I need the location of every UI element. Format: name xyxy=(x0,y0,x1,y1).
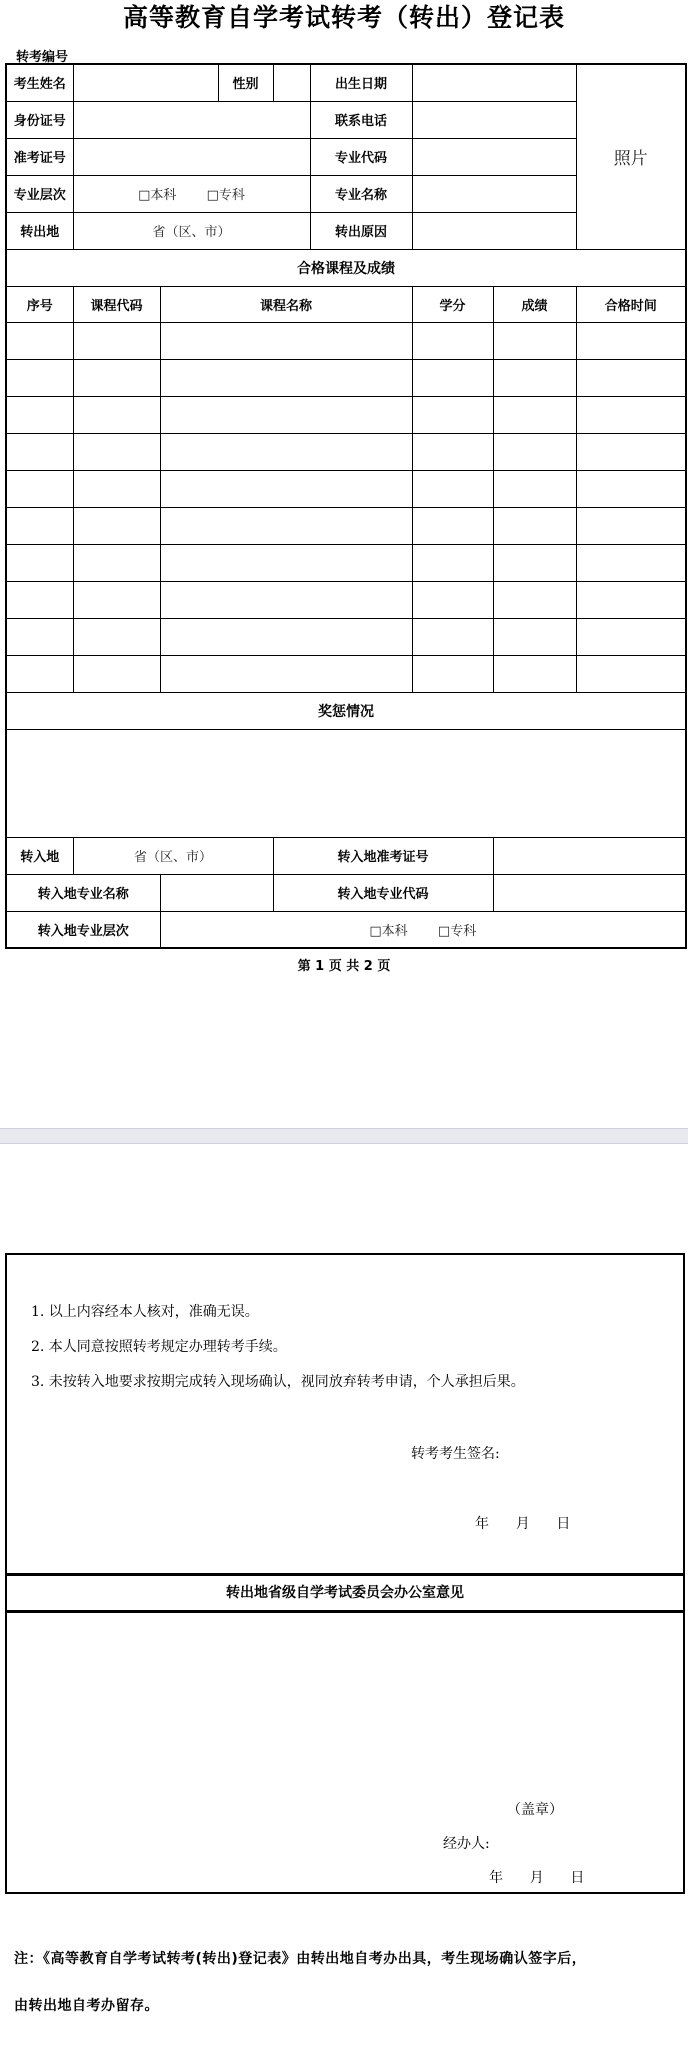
cell[interactable] xyxy=(493,433,576,470)
cell[interactable] xyxy=(493,655,576,692)
label-name: 考生姓名 xyxy=(6,64,73,101)
field-gender[interactable] xyxy=(273,64,310,101)
declaration-item: 2. 本人同意按照转考规定办理转考手续。 xyxy=(31,1339,287,1355)
cell[interactable] xyxy=(576,433,686,470)
col-header: 课程代码 xyxy=(73,286,160,322)
cell[interactable] xyxy=(160,618,412,655)
seal-label: （盖章） xyxy=(507,1802,563,1818)
cell[interactable] xyxy=(6,396,73,433)
cell[interactable] xyxy=(6,544,73,581)
cell[interactable] xyxy=(412,618,493,655)
cell[interactable] xyxy=(576,322,686,359)
field-to-level[interactable] xyxy=(160,911,686,948)
cell[interactable] xyxy=(73,359,160,396)
field-to-exam-no[interactable] xyxy=(493,837,686,874)
declaration-box xyxy=(5,1253,685,1575)
cell[interactable] xyxy=(576,544,686,581)
checkbox-undergrad[interactable]: □本科 xyxy=(138,188,177,203)
checkbox-to-undergrad[interactable]: □本科 xyxy=(369,923,408,939)
cell[interactable] xyxy=(6,655,73,692)
field-name[interactable] xyxy=(73,64,218,101)
cell[interactable] xyxy=(412,396,493,433)
cell[interactable] xyxy=(160,322,412,359)
checkbox-junior[interactable]: □专科 xyxy=(206,188,245,203)
field-major-code[interactable] xyxy=(412,138,576,175)
page-footer: 第 1 页 共 2 页 xyxy=(297,959,391,974)
note-line-2: 由转出地自考办留存。 xyxy=(14,1998,159,2014)
declaration-item: 1. 以上内容经本人核对，准确无误。 xyxy=(31,1304,259,1320)
cell[interactable] xyxy=(493,470,576,507)
photo-box: 照片 xyxy=(576,64,686,249)
declaration-item: 3. 未按转入地要求按期完成转入现场确认，视同放弃转考申请，个人承担后果。 xyxy=(31,1374,525,1390)
cell[interactable] xyxy=(576,581,686,618)
field-level[interactable] xyxy=(73,175,310,212)
transfer-number-label: 转考编号 xyxy=(16,50,69,65)
office-opinion-box[interactable] xyxy=(5,1611,685,1894)
cell[interactable] xyxy=(576,618,686,655)
label-from: 转出地 xyxy=(6,212,73,249)
signature-date: 年 月 日 xyxy=(475,1516,571,1532)
cell[interactable] xyxy=(412,470,493,507)
field-birth[interactable] xyxy=(412,64,576,101)
course-row xyxy=(6,470,686,507)
cell[interactable] xyxy=(73,507,160,544)
cell[interactable] xyxy=(73,322,160,359)
page-break xyxy=(0,1128,688,1144)
cell[interactable] xyxy=(73,470,160,507)
label-to: 转入地 xyxy=(6,837,73,874)
form-title: 高等教育自学考试转考（转出）登记表 xyxy=(122,3,565,32)
field-to-province[interactable]: 省（区、市） xyxy=(73,837,273,874)
checkbox-to-junior[interactable]: □专科 xyxy=(437,923,477,939)
registration-form-table xyxy=(5,63,687,949)
col-header: 课程名称 xyxy=(160,286,412,322)
cell[interactable] xyxy=(160,544,412,581)
cell[interactable] xyxy=(160,359,412,396)
cell[interactable] xyxy=(412,359,493,396)
cell[interactable] xyxy=(73,618,160,655)
signature-label: 转考考生签名: xyxy=(411,1446,500,1462)
cell[interactable] xyxy=(6,359,73,396)
label-to-exam-no: 转入地准考证号 xyxy=(273,837,493,874)
course-row xyxy=(6,433,686,470)
label-to-major-code: 转入地专业代码 xyxy=(273,874,493,911)
cell[interactable] xyxy=(493,396,576,433)
cell[interactable] xyxy=(493,618,576,655)
label-exam-no: 准考证号 xyxy=(6,138,73,175)
field-major-name[interactable] xyxy=(412,175,576,212)
office-section-title: 转出地省级自学考试委员会办公室意见 xyxy=(5,1574,685,1612)
cell[interactable] xyxy=(412,655,493,692)
label-birth: 出生日期 xyxy=(310,64,412,101)
field-from-province[interactable]: 省（区、市） xyxy=(73,212,310,249)
field-to-major-name[interactable] xyxy=(160,874,273,911)
label-to-major-name: 转入地专业名称 xyxy=(6,874,160,911)
label-reason: 转出原因 xyxy=(310,212,412,249)
cell[interactable] xyxy=(160,507,412,544)
cell[interactable] xyxy=(6,618,73,655)
course-row xyxy=(6,396,686,433)
cell[interactable] xyxy=(160,433,412,470)
label-major-name: 专业名称 xyxy=(310,175,412,212)
cell[interactable] xyxy=(6,322,73,359)
course-row xyxy=(6,655,686,692)
cell[interactable] xyxy=(412,433,493,470)
course-row xyxy=(6,359,686,396)
cell[interactable] xyxy=(412,544,493,581)
label-gender: 性别 xyxy=(218,64,273,101)
field-id[interactable] xyxy=(73,101,310,138)
cell[interactable] xyxy=(6,470,73,507)
field-to-major-code[interactable] xyxy=(493,874,686,911)
note-line-1: 注：《高等教育自学考试转考(转出)登记表》由转出地自考办出具，考生现场确认签字后， xyxy=(14,1951,587,1967)
cell[interactable] xyxy=(160,581,412,618)
cell[interactable] xyxy=(493,359,576,396)
cell[interactable] xyxy=(6,581,73,618)
cell[interactable] xyxy=(412,507,493,544)
cell[interactable] xyxy=(160,655,412,692)
label-level: 专业层次 xyxy=(6,175,73,212)
course-row xyxy=(6,507,686,544)
label-major-code: 专业代码 xyxy=(310,138,412,175)
cell[interactable] xyxy=(576,359,686,396)
cell[interactable] xyxy=(576,655,686,692)
field-phone[interactable] xyxy=(412,101,576,138)
field-exam-no[interactable] xyxy=(73,138,310,175)
awards-section-title: 奖惩情况 xyxy=(6,692,686,729)
cell[interactable] xyxy=(576,507,686,544)
cell[interactable] xyxy=(73,433,160,470)
cell[interactable] xyxy=(576,396,686,433)
cell[interactable] xyxy=(412,322,493,359)
cell[interactable] xyxy=(160,470,412,507)
cell[interactable] xyxy=(73,396,160,433)
course-row xyxy=(6,322,686,359)
cell[interactable] xyxy=(6,433,73,470)
cell[interactable] xyxy=(493,322,576,359)
cell[interactable] xyxy=(73,544,160,581)
course-row xyxy=(6,544,686,581)
awards-field[interactable] xyxy=(6,729,686,837)
col-header: 成绩 xyxy=(493,286,576,322)
cell[interactable] xyxy=(73,655,160,692)
label-id: 身份证号 xyxy=(6,101,73,138)
field-reason[interactable] xyxy=(412,212,576,249)
col-header: 合格时间 xyxy=(576,286,686,322)
cell[interactable] xyxy=(493,581,576,618)
cell[interactable] xyxy=(160,396,412,433)
courses-section-title: 合格课程及成绩 xyxy=(6,249,686,286)
col-header: 学分 xyxy=(412,286,493,322)
cell[interactable] xyxy=(73,581,160,618)
label-phone: 联系电话 xyxy=(310,101,412,138)
cell[interactable] xyxy=(6,507,73,544)
cell[interactable] xyxy=(576,470,686,507)
cell[interactable] xyxy=(493,507,576,544)
cell[interactable] xyxy=(412,581,493,618)
label-to-level: 转入地专业层次 xyxy=(6,911,160,948)
course-row xyxy=(6,581,686,618)
office-date: 年 月 日 xyxy=(489,1870,585,1886)
col-header: 序号 xyxy=(6,286,73,322)
course-row xyxy=(6,618,686,655)
handler-label: 经办人: xyxy=(443,1836,490,1852)
cell[interactable] xyxy=(493,544,576,581)
